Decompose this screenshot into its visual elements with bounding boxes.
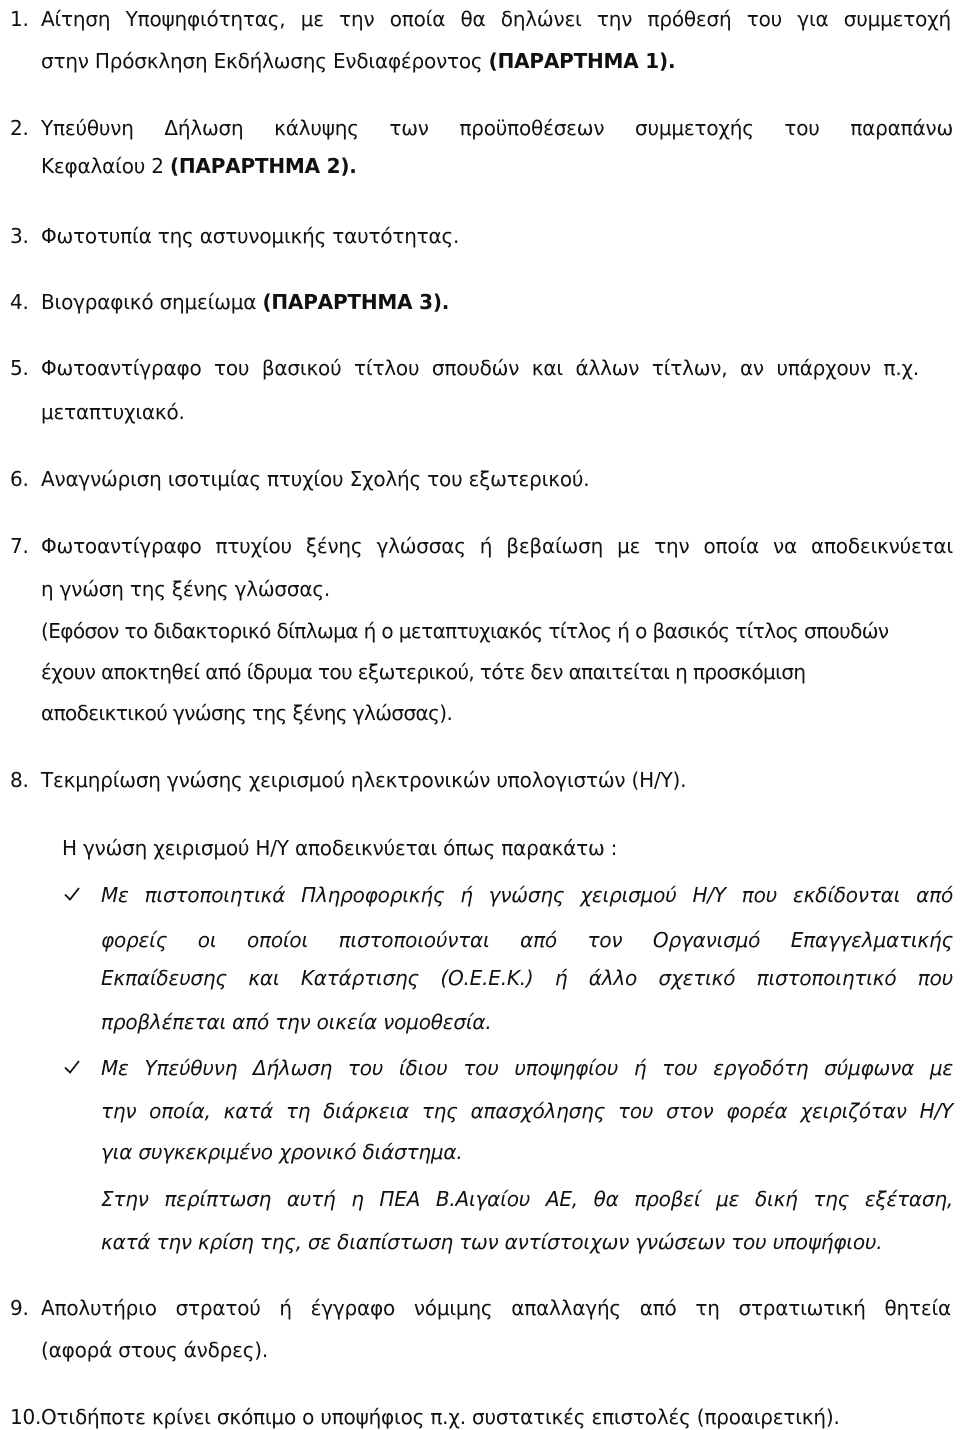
item-text bbox=[41, 154, 357, 178]
annex-reference: (ΠΑΡΑΡΤΗΜΑ 2). bbox=[169, 154, 357, 178]
bullet-text: την οποία, κατά τη διάρκεια της απασχόλησης του στον φορέα χειριζόταν Η/Υ bbox=[101, 1099, 953, 1123]
item-number: 10. bbox=[10, 1405, 42, 1429]
bullet-text: Με πιστοποιητικά Πληροφορικής ή γνώσης χειρισμού Η/Υ που εκδίδονται από bbox=[101, 883, 953, 907]
item-number: 1. bbox=[10, 7, 29, 31]
item-text: η γνώση της ξένης γλώσσας. bbox=[41, 577, 331, 601]
item-text bbox=[41, 290, 449, 314]
item-number: 9. bbox=[10, 1296, 29, 1320]
bullet-text: προβλέπεται από την οικεία νομοθεσία. bbox=[101, 1010, 492, 1034]
item-number: 7. bbox=[10, 534, 29, 558]
item-text: Τεκμηρίωση γνώσης χειρισμού ηλεκτρονικών υπολογιστών (Η/Υ). bbox=[41, 768, 687, 792]
item-number: 3. bbox=[10, 224, 29, 248]
item-text: Φωτοαντίγραφο του βασικού τίτλου σπουδών και άλλων τίτλων, αν υπάρχουν π.χ. bbox=[41, 356, 919, 380]
check-mark-icon bbox=[62, 1057, 82, 1077]
item-text: Απολυτήριο στρατού ή έγγραφο νόμιμης απαλλαγής από τη στρατιωτική θητεία bbox=[41, 1296, 951, 1320]
bullet-text: κατά την κρίση της, σε διαπίστωση των αντίστοιχων γνώσεων του υποψήφιου. bbox=[101, 1230, 883, 1254]
item-number: 6. bbox=[10, 467, 29, 491]
item-note: έχουν αποκτηθεί από ίδρυμα του εξωτερικού, τότε δεν απαιτείται η προσκόμιση bbox=[41, 660, 806, 684]
item-text-prefix: Βιογραφικό σημείωμα bbox=[41, 290, 263, 314]
bullet-text: για συγκεκριμένο χρονικό διάστημα. bbox=[101, 1140, 463, 1164]
bullet-text: Με Υπεύθυνη Δήλωση του ίδιου του υποψηφίου ή του εργοδότη σύμφωνα με bbox=[101, 1056, 953, 1080]
item-text-prefix: Κεφαλαίου 2 bbox=[41, 154, 170, 178]
item-note: αποδεικτικού γνώσης της ξένης γλώσσας). bbox=[41, 701, 453, 725]
item-text bbox=[41, 49, 675, 73]
item-number: 2. bbox=[10, 116, 29, 140]
annex-reference: (ΠΑΡΑΡΤΗΜΑ 1). bbox=[488, 49, 676, 73]
annex-reference: (ΠΑΡΑΡΤΗΜΑ 3). bbox=[262, 290, 450, 314]
item-text: Υπεύθυνη Δήλωση κάλυψης των προϋποθέσεων συμμετοχής του παραπάνω bbox=[41, 116, 953, 140]
item-text: Αίτηση Υποψηφιότητας, με την οποία θα δηλώνει την πρόθεσή του για συμμετοχή bbox=[41, 7, 951, 31]
item-number: 8. bbox=[10, 768, 29, 792]
computer-intro: Η γνώση χειρισμού Η/Υ αποδεικνύεται όπως παρακάτω : bbox=[62, 836, 618, 860]
check-mark-icon bbox=[62, 884, 82, 904]
bullet-text: Στην περίπτωση αυτή η ΠΕΑ Β.Αιγαίου ΑΕ, θα προβεί με δική της εξέταση, bbox=[101, 1187, 953, 1211]
item-text-prefix: στην Πρόσκληση Εκδήλωσης Ενδιαφέροντος bbox=[41, 49, 489, 73]
bullet-text: φορείς οι οποίοι πιστοποιούνται από τον Οργανισμό Επαγγελματικής bbox=[101, 928, 953, 952]
item-text: Φωτοαντίγραφο πτυχίου ξένης γλώσσας ή βεβαίωση με την οποία να αποδεικνύεται bbox=[41, 534, 953, 558]
item-text: Φωτοτυπία της αστυνομικής ταυτότητας. bbox=[41, 224, 460, 248]
item-number: 4. bbox=[10, 290, 29, 314]
item-note: (Εφόσον το διδακτορικό δίπλωμα ή ο μεταπτυχιακός τίτλος ή ο βασικός τίτλος σπουδών bbox=[41, 619, 889, 643]
item-text: Αναγνώριση ισοτιμίας πτυχίου Σχολής του εξωτερικού. bbox=[41, 467, 590, 491]
bullet-text: Εκπαίδευσης και Κατάρτισης (Ο.Ε.Ε.Κ.) ή άλλο σχετικό πιστοποιητικό που bbox=[101, 966, 953, 990]
item-number: 5. bbox=[10, 356, 29, 380]
item-text: Οτιδήποτε κρίνει σκόπιμο ο υποψήφιος π.χ. συστατικές επιστολές (προαιρετική). bbox=[41, 1405, 840, 1429]
item-text: μεταπτυχιακό. bbox=[41, 400, 185, 424]
item-text: (αφορά στους άνδρες). bbox=[41, 1338, 269, 1362]
